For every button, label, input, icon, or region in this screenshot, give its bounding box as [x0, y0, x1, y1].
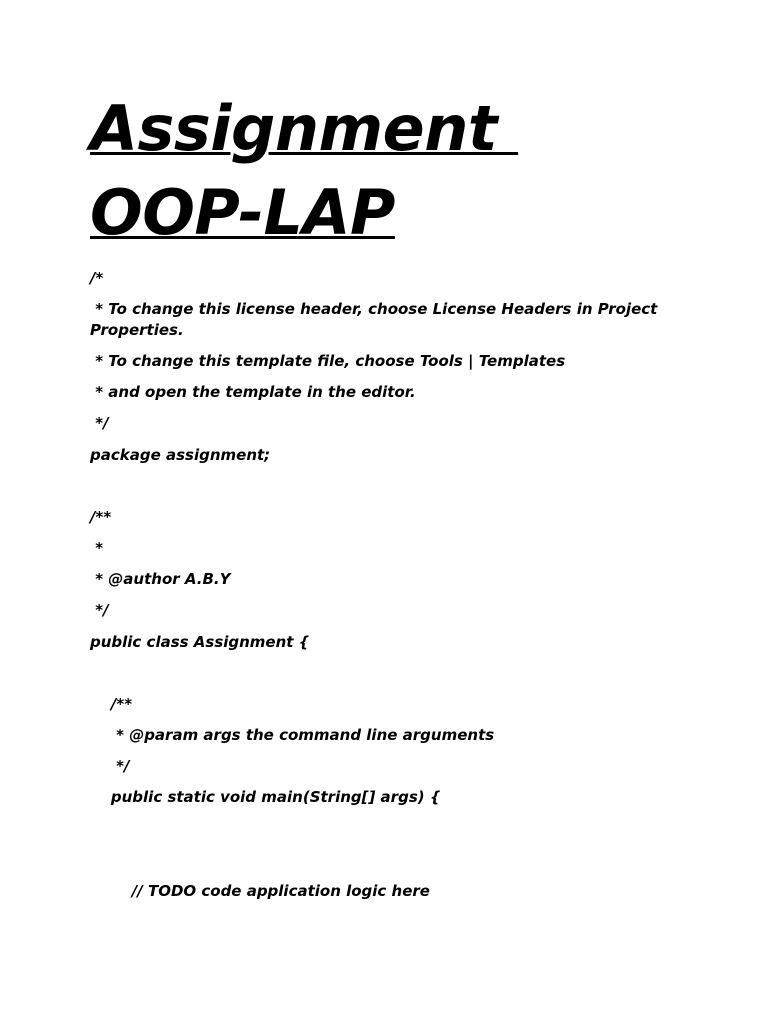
- code-line-package: package assignment;: [90, 446, 271, 464]
- title-line-2: OOP-LAP: [90, 176, 395, 249]
- code-line-method-doc-open: /**: [90, 695, 133, 713]
- title-line-1: Assignment: [90, 92, 519, 165]
- code-line-editor-note: * and open the template in the editor.: [90, 383, 416, 401]
- code-line-author: * @author A.B.Y: [90, 570, 231, 588]
- code-line-method-doc-close: */: [90, 757, 130, 775]
- code-line-template-note: * To change this template file, choose Tools | Templates: [90, 352, 566, 370]
- code-line-javadoc-star: *: [90, 539, 104, 557]
- code-line-param: * @param args the command line arguments: [90, 726, 495, 744]
- code-line-todo-comment: // TODO code application logic here: [90, 882, 430, 900]
- code-line-javadoc-close: */: [90, 601, 109, 619]
- code-line-comment-close: */: [90, 414, 109, 432]
- code-line-comment-open: /*: [90, 269, 104, 287]
- code-line-main-method: public static void main(String[] args) {: [90, 788, 441, 806]
- code-line-javadoc-open: /**: [90, 508, 112, 526]
- code-line-license-note: * To change this license header, choose License Headers in Project Properties.: [90, 300, 663, 339]
- code-line-class-declaration: public class Assignment {: [90, 633, 310, 651]
